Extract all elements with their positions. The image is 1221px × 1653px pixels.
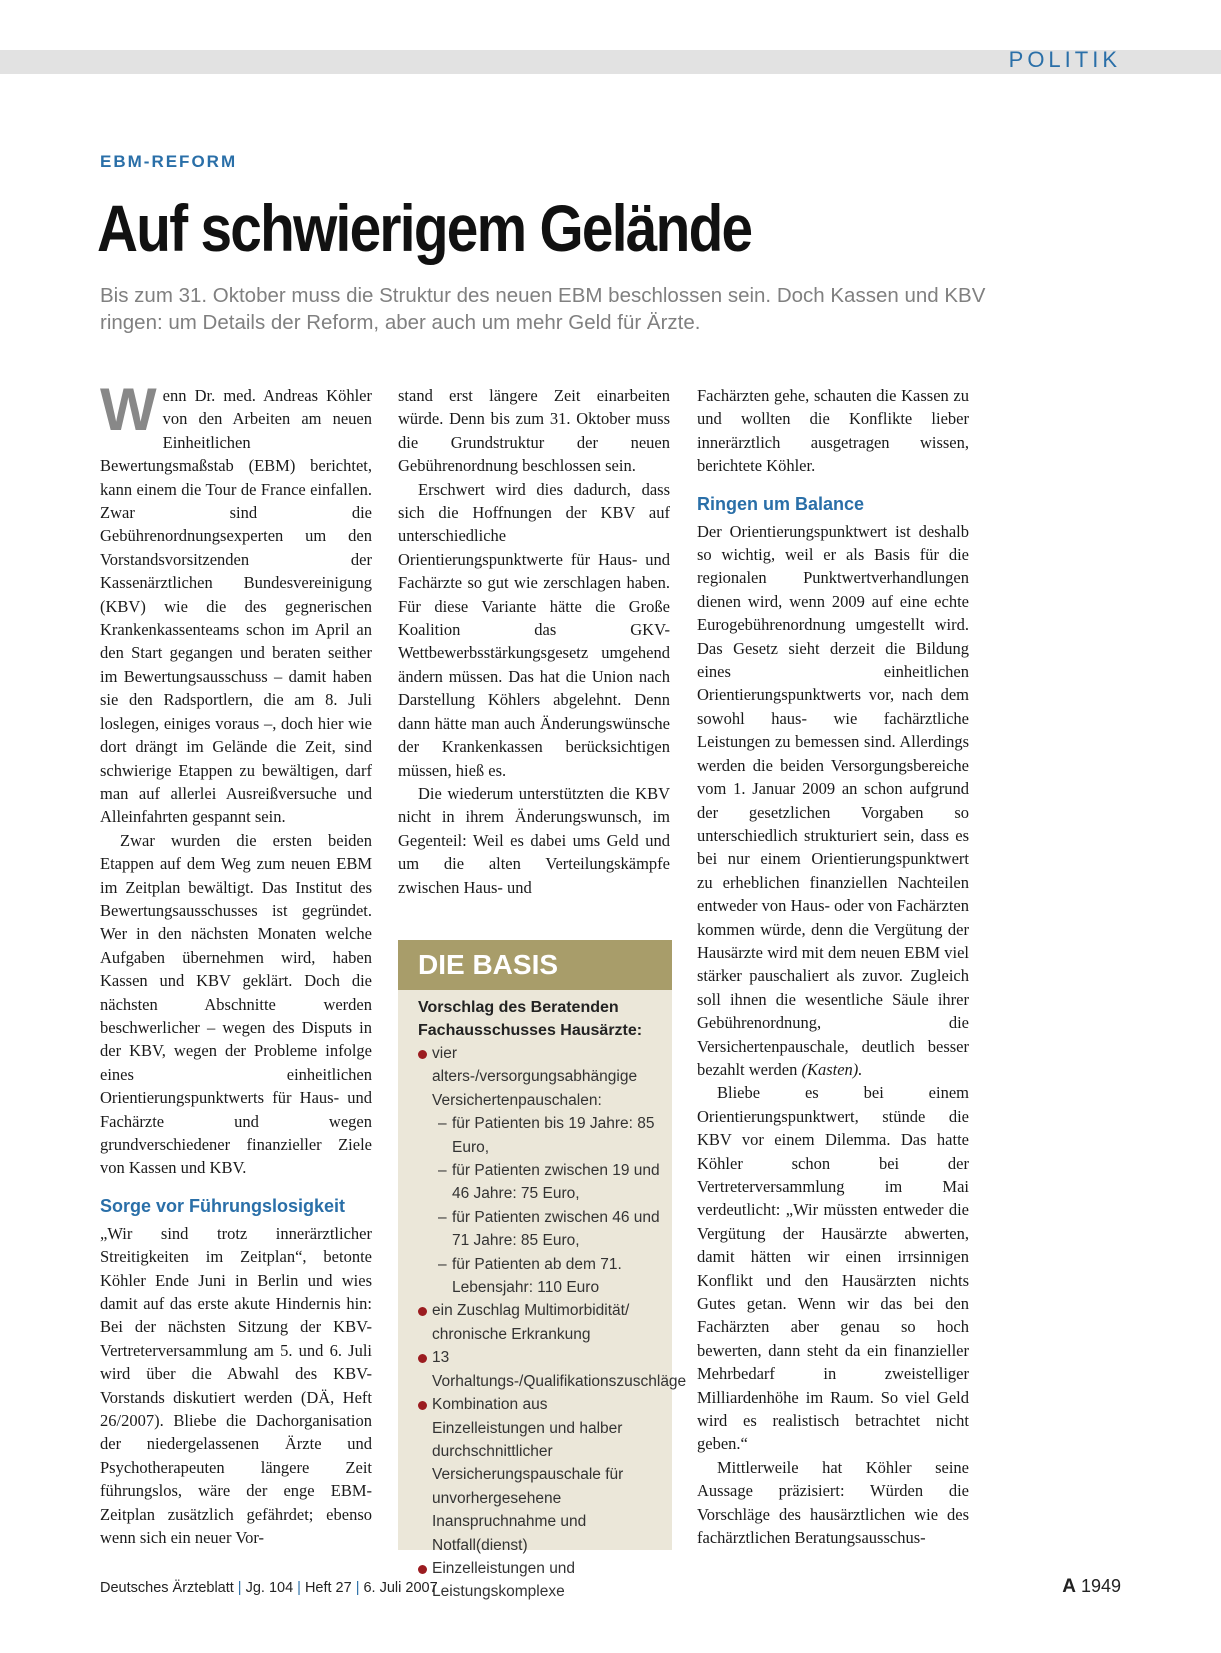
bullet-icon xyxy=(418,1401,427,1410)
column-2 xyxy=(398,384,670,899)
separator: | xyxy=(237,1580,242,1596)
dash-icon: – xyxy=(438,1162,447,1180)
article-kicker: EBM-REFORM xyxy=(100,152,238,171)
list-item-text: für Patienten zwischen 19 und 46 Jahre: 75 Euro, xyxy=(452,1162,660,1203)
paragraph: stand erst längere Zeit einarbeiten würde. Denn bis zum 31. Oktober muss die Grundstruktur der neuen Gebührenordnung beschlossen sein. xyxy=(398,386,670,476)
page-number xyxy=(1062,1576,1121,1598)
article-title: Auf schwierigem Gelände xyxy=(97,191,752,265)
list-item-text: für Patienten ab dem 71. Lebensjahr: 110 Euro xyxy=(452,1255,622,1297)
paragraph: Erschwert wird dies dadurch, dass sich die Hoffnungen der KBV auf unterschiedliche Orientierungspunktwerte für Haus- und Fachärzte so gut wie zerschlagen haben. Für diese Variante hätte die Große Koalition das GKV-Wettbewerbsstärkungsgesetz umgehend ändern müssen. Das hat die Union nach Darstellung Köhlers abgelehnt. Denn dann hätte man auch Änderungswünsche der Krankenkassen berücksichtigen müssen, hieß es. xyxy=(398,479,670,780)
sub-list xyxy=(432,1112,662,1299)
paragraph xyxy=(697,520,969,1082)
bullet-icon xyxy=(418,1307,427,1316)
paragraph: Bliebe es bei einem Orientierungspunktwert, stünde die KBV vor einem Dilemma. Das hatte Köhler schon bei der Vertreterversammlung im Mai verdeutlicht: „Wir müssten entweder die Vergütung der Hausärzte abwerten, damit hätten wir einen irrsinnigen Konflikt und den Hausärzten nichts Gutes getan. Wenn wir das bei den Fachärzten aber genau so hoch bewerten, dann steht da ein finanzieller Mehrbedarf in zweistelliger Milliardenhöhe im Raum. So viel Geld wird es realistisch betrachtet nicht geben.“ xyxy=(697,1083,969,1454)
info-box-title: Vorschlag des Beratenden Fachausschusses Hausärzte: xyxy=(418,999,643,1039)
list-item-text: für Patienten bis 19 Jahre: 85 Euro, xyxy=(452,1115,655,1156)
paragraph: „Wir sind trotz innerärztlicher Streitigkeiten im Zeitplan“, betonte Köhler Ende Juni in Berlin und wies damit auf das erste akute Hindernis hin: Bei der nächsten Sitzung der KBV-Vertreterversammlung am 5. und 6. Juli wird über die Abwahl des KBV-Vorstands diskutiert werden (DÄ, Heft 26/2007). Bliebe die Dachorganisation der niedergelassenen Ärzte und Psychotherapeuten längere Zeit führungslos, wäre der enge EBM-Zeitplan zusätzlich gefährdet; ebenso wenn sich ein neuer Vor- xyxy=(100,1223,372,1548)
list-item-text: Einzelleistungen und Leistungskomplexe xyxy=(432,1559,576,1601)
page-value: 1949 xyxy=(1080,1576,1121,1596)
list-item xyxy=(418,1393,662,1557)
paragraph xyxy=(100,376,372,829)
paragraph: Zwar wurden die ersten beiden Etappen auf dem Weg zum neuen EBM im Zeitplan bewältigt. Das Institut des Bewertungsausschusses ist gegründet. Wer in den nächsten Monaten welche Aufgaben übernehmen wird, haben Kassen und KBV geklärt. Doch die nächsten Abschnitte werden beschwerlicher – wegen des Disputs in der KBV, wegen der Probleme infolge eines einheitlichen Orientierungspunktwerts für Haus- und Fachärzte und wegen grundverschiedener finanzieller Ziele von Kassen und KBV. xyxy=(100,830,372,1178)
section-label: POLITIK xyxy=(1008,47,1121,72)
paragraph: Mittlerweile hat Köhler seine Aussage präzisiert: Würden die Vorschläge des hausärztlichen wie des fachärztlichen Beratungsausschus- xyxy=(697,1457,969,1548)
list-item xyxy=(418,1346,687,1393)
info-box-heading: DIE BASIS xyxy=(398,940,672,990)
page-prefix: A xyxy=(1062,1576,1076,1597)
separator: | xyxy=(297,1580,301,1596)
journal-name: Deutsches Ärzteblatt xyxy=(100,1580,234,1596)
list-item xyxy=(418,1557,662,1604)
drop-cap: W xyxy=(100,376,157,443)
subheading: Ringen um Balance xyxy=(697,493,865,514)
sub-list-item xyxy=(438,1253,662,1300)
subheading: Sorge vor Führungslosigkeit xyxy=(100,1195,346,1216)
journal-issue: Heft 27 xyxy=(304,1580,352,1596)
list-item-text: für Patienten zwischen 46 und 71 Jahre: 85 Euro, xyxy=(452,1208,660,1250)
paragraph-text: enn Dr. med. Andreas Köhler von den Arbeiten am neuen Einheitlichen Bewertungsmaßstab (EBM) berichtet, kann einem die Tour de France einfallen. Zwar sind die Gebührenordnungsexperten um den Vorstandsvorsitzenden der Kassenärztlichen Bundesvereinigung (KBV) wie die des gegnerischen Krankenkassenteams schon im April an den Start gegangen und beraten seither im Bewertungsausschuss – damit haben sie den Radsportlern, die am 8. Juli loslegen, einiges voraus –, doch hier wie dort drängt im Gelände die Zeit, sind schwierige Etappen zu bewältigen, darf man auf allerlei Ausreißversuche und Alleinfahrten gespannt sein. xyxy=(100,386,372,827)
bullet-icon xyxy=(418,1354,427,1363)
list-item xyxy=(418,1042,662,1299)
column-1 xyxy=(100,376,372,1550)
separator: | xyxy=(355,1580,360,1596)
list-item-text: ein Zuschlag Multimorbidität/ chronische Erkrankung xyxy=(432,1302,630,1343)
journal-date: 6. Juli 2007 xyxy=(363,1580,438,1596)
paragraph: Die wiederum unterstützten die KBV nicht in ihrem Änderungswunsch, im Gegenteil: Weil es dabei ums Geld und um die alten Verteilungskämpfe zwischen Haus- und xyxy=(398,783,670,897)
list-item-text: Kombination aus Einzelleistungen und halber durchschnittlicher Versicherungspauschale für unvorhergesehene Inanspruchnahme und Notfall(dienst) xyxy=(432,1396,624,1554)
footer-citation xyxy=(100,1580,438,1596)
sub-list-item xyxy=(438,1159,662,1206)
list-item xyxy=(418,1299,662,1346)
paragraph-text: Der Orientierungspunktwert ist deshalb so wichtig, weil er als Basis für die regionalen Punktwertverhandlungen dienen wird, wenn 2009 auf eine echte Eurogebührenordnung umgestellt wird. Das Gesetz sieht derzeit die Bildung eines einheitlichen Orientierungspunktwerts vor, nach dem sowohl haus- wie fachärztliche Leistungen zu bemessen sind. Allerdings werden die beiden Versorgungsbereiche vom 1. Januar 2009 an schon aufgrund der gesetzlichen Vorgaben so unterschiedlich strukturiert sein, dass es bei nur einem Orientierungspunktwert zu erheblichen finanziellen Nachteilen entweder von Haus- oder von Fachärzten kommen würde, denn die Vergütung der Hausärzte wird mit dem neuen EBM viel stärker pauschaliert als zuvor. Zugleich soll ihnen die wesentliche Säule ihrer Gebührenordnung, die Versichertenpauschale, deutlich besser bezahlt werden xyxy=(697,521,969,1079)
journal-volume: Jg. 104 xyxy=(245,1580,294,1596)
article-lead: Bis zum 31. Oktober muss die Struktur des neuen EBM beschlossen sein. Doch Kassen und KBV ringen: um Details der Reform, aber auch um mehr Geld für Ärzte. xyxy=(100,284,986,334)
list-item-text: vier alters-/versorgungsabhängige Versichertenpauschalen: xyxy=(432,1045,638,1109)
dash-icon: – xyxy=(438,1255,447,1273)
column-3 xyxy=(697,384,969,1550)
list-item-text: 13 Vorhaltungs-/Qualifikationszuschläge xyxy=(432,1349,687,1390)
sub-list-item xyxy=(438,1206,662,1253)
bullet-icon xyxy=(418,1050,427,1059)
paragraph: Fachärzten gehe, schauten die Kassen zu und wollten die Konflikte lieber innerärztlich ausgetragen wissen, berichtete Köhler. xyxy=(697,386,969,476)
box-reference: (Kasten). xyxy=(801,1059,863,1079)
sub-list-item xyxy=(438,1112,662,1159)
bullet-icon xyxy=(418,1565,427,1574)
info-box-list xyxy=(398,1042,687,1604)
dash-icon: – xyxy=(438,1208,447,1226)
dash-icon: – xyxy=(438,1115,447,1133)
